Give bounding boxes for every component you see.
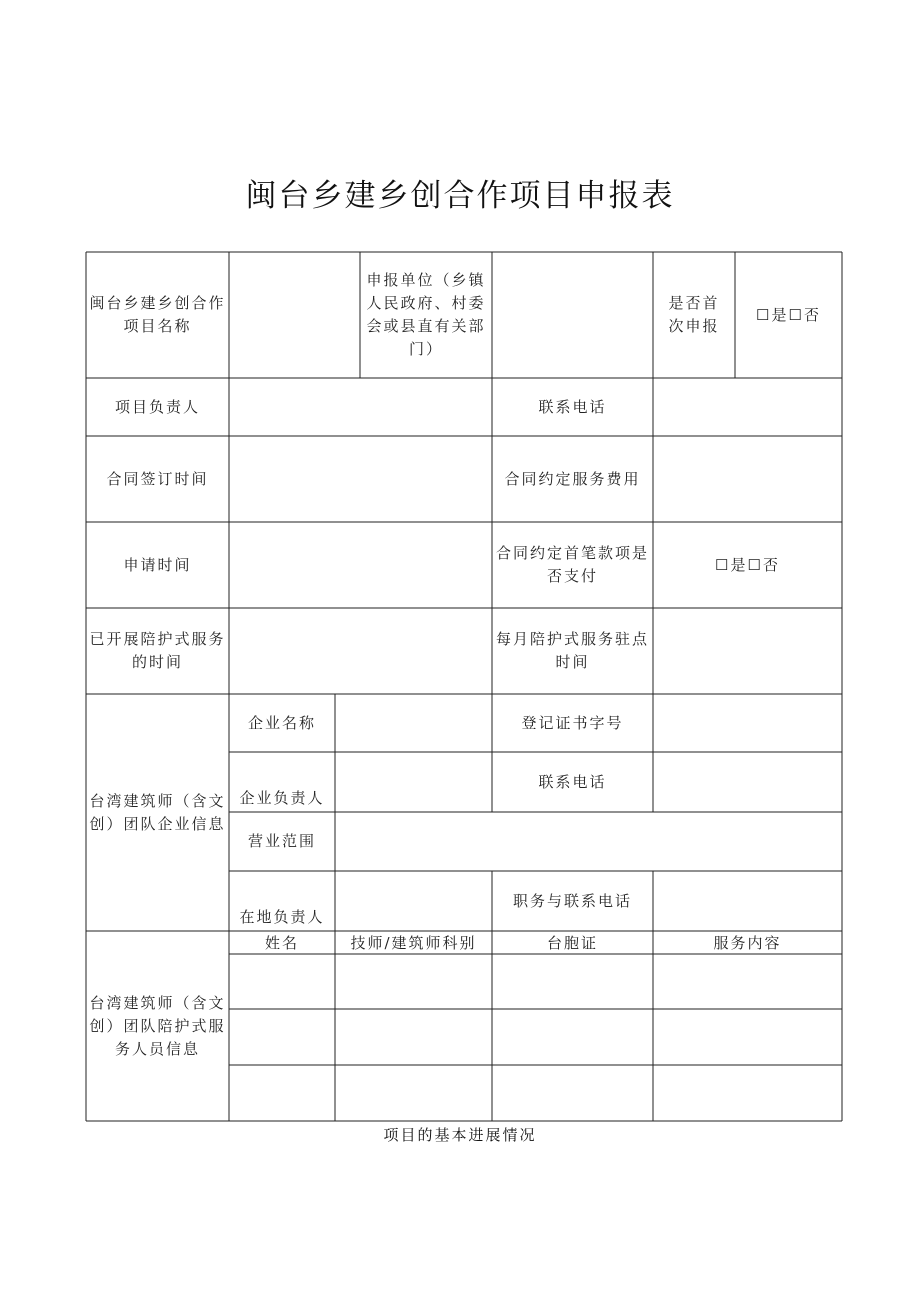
field-contact-phone[interactable] (653, 378, 842, 436)
table-row[interactable] (229, 954, 842, 1009)
label-contact-phone-2: 联系电话 (538, 772, 607, 791)
field-position-phone[interactable] (653, 871, 842, 931)
table-row[interactable] (229, 1009, 842, 1065)
label-contact-phone: 联系电话 (538, 397, 607, 416)
label-company-leader: 企业负责人 (239, 789, 325, 807)
field-business-scope[interactable] (335, 812, 842, 871)
footer-progress-label: 项目的基本进展情况 (383, 1126, 537, 1144)
label-reg-cert: 登记证书字号 (521, 713, 624, 732)
field-contract-fee[interactable] (653, 436, 842, 522)
col-header-permit: 台胞证 (546, 933, 598, 952)
label-apply-time: 申请时间 (123, 555, 192, 574)
field-project-name[interactable] (229, 252, 360, 378)
field-contract-sign-time[interactable] (229, 436, 492, 522)
label-company-name: 企业名称 (247, 713, 316, 732)
field-reg-cert[interactable] (653, 694, 842, 752)
field-company-leader[interactable] (335, 752, 492, 812)
field-project-leader[interactable] (229, 378, 492, 436)
label-applicant-unit: 申报单位（乡镇人民政府、村委会或县直有关部门） (366, 271, 486, 358)
col-header-service: 服务内容 (713, 933, 782, 952)
form-title: 闽台乡建乡创合作项目申报表 (245, 178, 675, 214)
label-first-payment: 合同约定首笔款项是否支付 (495, 544, 649, 585)
table-row[interactable] (229, 1065, 842, 1121)
field-monthly-time[interactable] (653, 608, 842, 694)
label-team-enterprise: 台湾建筑师（含文创）团队企业信息 (89, 791, 226, 833)
field-local-leader[interactable] (335, 871, 492, 931)
field-company-name[interactable] (335, 694, 492, 752)
checkbox-first-time[interactable]: ☐是☐否 (756, 305, 821, 324)
label-project-name: 闽台乡建乡创合作项目名称 (89, 294, 226, 335)
label-service-time: 已开展陪护式服务的时间 (89, 630, 226, 671)
label-project-leader: 项目负责人 (114, 397, 200, 416)
checkbox-first-payment[interactable]: ☐是☐否 (715, 555, 780, 574)
field-service-time[interactable] (229, 608, 492, 694)
field-applicant-unit[interactable] (492, 252, 653, 378)
label-business-scope: 营业范围 (247, 832, 316, 850)
label-team-staff: 台湾建筑师（含文创）团队陪护式服务人员信息 (89, 993, 226, 1058)
label-position-phone: 职务与联系电话 (512, 891, 632, 910)
field-apply-time[interactable] (229, 522, 492, 608)
label-first-time: 是否首次申报 (668, 294, 720, 335)
label-local-leader: 在地负责人 (239, 908, 325, 926)
label-contract-fee: 合同约定服务费用 (504, 469, 641, 488)
field-contact-phone-2[interactable] (653, 752, 842, 812)
label-monthly-time: 每月陪护式服务驻点时间 (495, 630, 649, 671)
label-contract-sign-time: 合同签订时间 (106, 469, 209, 488)
col-header-title: 技师/建筑师科别 (350, 933, 477, 952)
col-header-name: 姓名 (264, 933, 299, 952)
